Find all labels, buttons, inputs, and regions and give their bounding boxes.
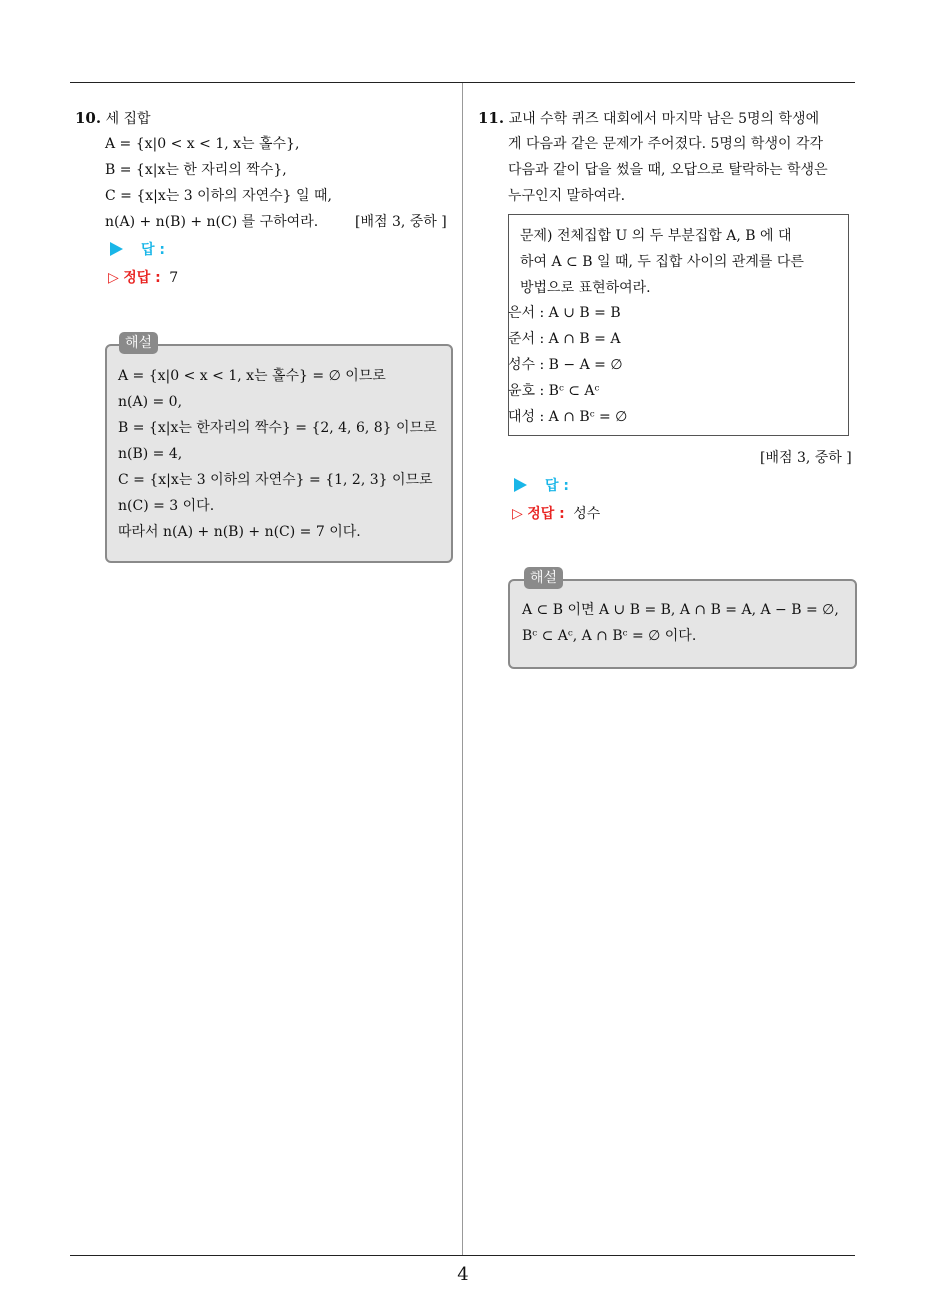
explanation-tag: 해설: [119, 332, 158, 354]
problem-box: [508, 214, 849, 436]
problem-line: 문제) 전체집합 U 의 두 부분집합 A, B 에 대: [520, 228, 792, 244]
play-triangle-icon: [514, 478, 527, 492]
question-intro: 세 집합: [105, 111, 151, 127]
triangle-outline-icon: ▷: [512, 506, 523, 522]
question-prompt: n(A) + n(B) + n(C) 를 구하여라.: [105, 214, 319, 230]
score-label: [배점 3, 중하 ]: [355, 214, 447, 230]
explanation-line: 따라서 n(A) + n(B) + n(C) = 7 이다.: [118, 524, 361, 540]
student-answer-yunho: 윤호 : Bᶜ ⊂ Aᶜ: [508, 383, 600, 399]
explanation-tag: 해설: [524, 567, 563, 589]
play-triangle-icon: [110, 242, 123, 256]
explanation-line: C = {x|x는 3 이하의 자연수} = {1, 2, 3} 이므로: [118, 472, 433, 488]
question-11-line-3: 다음과 같이 답을 썼을 때, 오답으로 탈락하는 학생은: [508, 162, 828, 178]
explanation-line: A = {x|0 < x < 1, x는 홀수} = ∅ 이므로: [118, 368, 386, 384]
set-definition-c: C = {x|x는 3 이하의 자연수} 일 때,: [105, 188, 332, 204]
explanation-line: B = {x|x는 한자리의 짝수} = {2, 4, 6, 8} 이므로: [118, 420, 437, 436]
question-number: 11.: [478, 109, 505, 127]
question-number: 10.: [75, 109, 102, 127]
set-definition-a: A = {x|0 < x < 1, x는 홀수},: [105, 136, 300, 152]
score-label: [배점 3, 중하 ]: [760, 450, 852, 466]
problem-line: 하여 A ⊂ B 일 때, 두 집합 사이의 관계를 다른: [520, 254, 804, 270]
triangle-outline-icon: ▷: [108, 270, 119, 286]
correct-label: 정답 :: [123, 270, 161, 286]
student-answer-eunseo: 은서 : A ∪ B = B: [508, 305, 621, 321]
explanation-line: n(C) = 3 이다.: [118, 498, 215, 514]
correct-answer: [512, 504, 600, 524]
explanation-line: A ⊂ B 이면 A ∪ B = B, A ∩ B = A, A − B = ∅,: [522, 602, 839, 618]
page-number: 4: [457, 1264, 469, 1285]
column-divider: [462, 83, 463, 1255]
explanation-line: n(A) = 0,: [118, 394, 183, 410]
explanation-line: n(B) = 4,: [118, 446, 183, 462]
correct-label: 정답 :: [527, 506, 565, 522]
set-definition-b: B = {x|x는 한 자리의 짝수},: [105, 162, 287, 178]
question-10-header: [75, 108, 151, 129]
correct-value: 7: [169, 270, 179, 286]
answer-label: 답 :: [110, 240, 165, 260]
explanation-line: Bᶜ ⊂ Aᶜ, A ∩ Bᶜ = ∅ 이다.: [522, 628, 697, 644]
student-answer-daeseong: 대성 : A ∩ Bᶜ = ∅: [508, 409, 628, 425]
question-11-line-2: 게 다음과 같은 문제가 주어졌다. 5명의 학생이 각각: [508, 136, 823, 152]
problem-line: 방법으로 표현하여라.: [520, 280, 651, 296]
question-11-line-1: 11. 교내 수학 퀴즈 대회에서 마지막 남은 5명의 학생에: [478, 109, 820, 127]
explanation-box: [508, 579, 857, 669]
student-answer-seongsu: 성수 : B − A = ∅: [508, 357, 623, 373]
correct-answer: [108, 268, 178, 288]
correct-value: 성수: [573, 506, 601, 522]
bottom-rule: [70, 1255, 855, 1256]
student-answer-junseo: 준서 : A ∩ B = A: [508, 331, 621, 347]
answer-label: 답 :: [514, 476, 569, 496]
question-11-line-4: 누구인지 말하여라.: [508, 188, 626, 204]
